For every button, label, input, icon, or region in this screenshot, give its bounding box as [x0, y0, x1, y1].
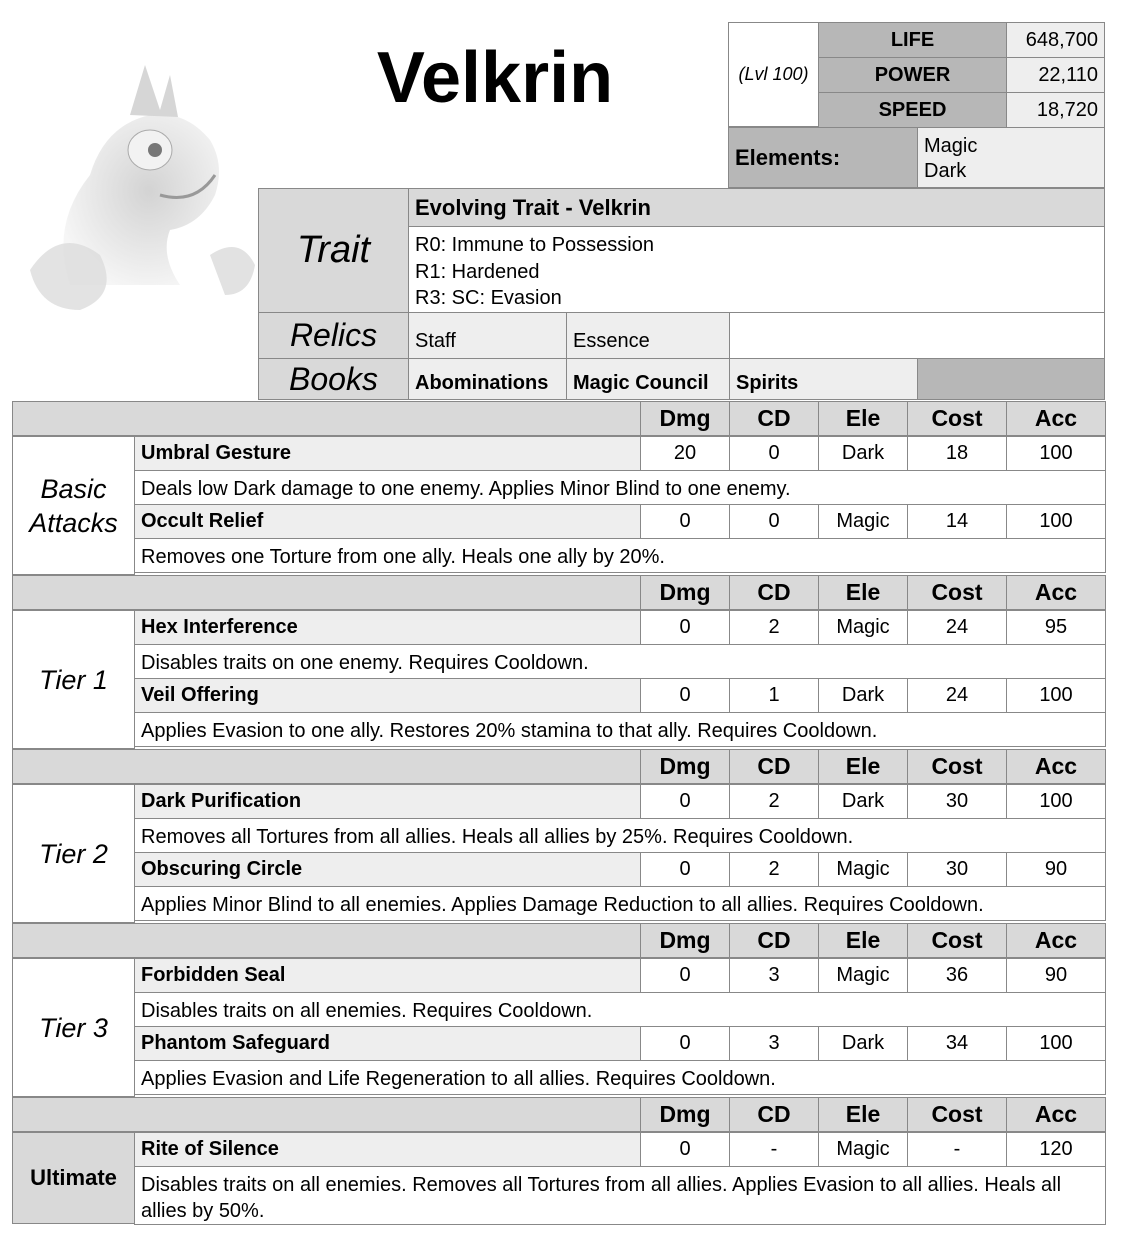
- elements-label: Elements:: [728, 127, 918, 188]
- stat-value-speed: 18,720: [1006, 92, 1105, 128]
- element-dark: Dark: [924, 160, 967, 182]
- column-header-acc: Acc: [1006, 1097, 1106, 1132]
- column-header-dmg: Dmg: [640, 1097, 730, 1132]
- skill-cost: 24: [907, 678, 1007, 713]
- elements-value: [917, 127, 1105, 188]
- skill-cd: 1: [729, 678, 819, 713]
- skill-cd: 2: [729, 784, 819, 819]
- column-header-cd: CD: [729, 923, 819, 958]
- section-header-blank: [12, 923, 641, 958]
- column-header-ele: Ele: [818, 1097, 908, 1132]
- book-magic-council: Magic Council: [566, 358, 730, 400]
- skill-cd: 3: [729, 958, 819, 993]
- character-portrait-image: [10, 55, 260, 315]
- column-header-cost: Cost: [907, 749, 1007, 784]
- skill-acc: 95: [1006, 610, 1106, 645]
- skill-ele: Magic: [818, 958, 908, 993]
- trait-description: [408, 226, 1105, 313]
- relic-empty-slot: [729, 312, 1105, 359]
- skill-acc: 90: [1006, 852, 1106, 887]
- skill-cd: 0: [729, 504, 819, 539]
- skill-dmg: 0: [640, 958, 730, 993]
- skill-ele: Magic: [818, 504, 908, 539]
- skill-name: Forbidden Seal: [134, 958, 641, 993]
- skill-acc: 120: [1006, 1132, 1106, 1167]
- stat-label-power: POWER: [818, 57, 1007, 93]
- column-header-cost: Cost: [907, 923, 1007, 958]
- skill-name: Occult Relief: [134, 504, 641, 539]
- column-header-acc: Acc: [1006, 749, 1106, 784]
- skill-acc: 100: [1006, 504, 1106, 539]
- skill-dmg: 0: [640, 1026, 730, 1061]
- skill-description: Disables traits on one enemy. Requires Cooldown.: [134, 644, 1106, 679]
- column-header-ele: Ele: [818, 923, 908, 958]
- trait-line: R0: Immune to Possession: [415, 234, 654, 256]
- skill-ele: Dark: [818, 678, 908, 713]
- column-header-acc: Acc: [1006, 401, 1106, 436]
- column-header-cd: CD: [729, 749, 819, 784]
- section-label: Basic Attacks: [12, 436, 135, 575]
- trait-line: R1: Hardened: [415, 260, 540, 283]
- column-header-cd: CD: [729, 1097, 819, 1132]
- skill-description: Applies Evasion and Life Regeneration to all allies. Requires Cooldown.: [134, 1060, 1106, 1095]
- skill-dmg: 20: [640, 436, 730, 471]
- skill-cd: 3: [729, 1026, 819, 1061]
- book-abominations: Abominations: [408, 358, 567, 400]
- skill-cost: 36: [907, 958, 1007, 993]
- stat-value-life: 648,700: [1006, 22, 1105, 58]
- section-label: Tier 1: [12, 610, 135, 749]
- trait-label: Trait: [258, 188, 409, 313]
- stat-label-speed: SPEED: [818, 92, 1007, 128]
- skill-cost: 18: [907, 436, 1007, 471]
- skill-ele: Dark: [818, 784, 908, 819]
- skill-acc: 100: [1006, 1026, 1106, 1061]
- trait-name: Evolving Trait - Velkrin: [408, 188, 1105, 227]
- section-header-blank: [12, 1097, 641, 1132]
- skill-name: Phantom Safeguard: [134, 1026, 641, 1061]
- section-label: Tier 2: [12, 784, 135, 923]
- skill-acc: 100: [1006, 678, 1106, 713]
- skill-dmg: 0: [640, 784, 730, 819]
- skill-ele: Dark: [818, 436, 908, 471]
- skill-cost: 24: [907, 610, 1007, 645]
- ultimate-label: Ultimate: [12, 1132, 135, 1224]
- skill-dmg: 0: [640, 1132, 730, 1167]
- skill-name: Umbral Gesture: [134, 436, 641, 471]
- column-header-dmg: Dmg: [640, 749, 730, 784]
- column-header-ele: Ele: [818, 749, 908, 784]
- section-label: Tier 3: [12, 958, 135, 1097]
- skill-dmg: 0: [640, 610, 730, 645]
- skill-description: Applies Minor Blind to all enemies. Applies Damage Reduction to all allies. Requires Cooldown.: [134, 886, 1106, 921]
- column-header-acc: Acc: [1006, 575, 1106, 610]
- skill-cost: -: [907, 1132, 1007, 1167]
- skill-description: Disables traits on all enemies. Requires Cooldown.: [134, 992, 1106, 1027]
- stat-value-power: 22,110: [1006, 57, 1105, 93]
- skill-cost: 14: [907, 504, 1007, 539]
- skill-acc: 90: [1006, 958, 1106, 993]
- skill-name: Rite of Silence: [134, 1132, 641, 1167]
- column-header-dmg: Dmg: [640, 575, 730, 610]
- skill-cd: 2: [729, 610, 819, 645]
- column-header-cost: Cost: [907, 575, 1007, 610]
- column-header-ele: Ele: [818, 401, 908, 436]
- trait-line: R3: SC: Evasion: [415, 287, 562, 309]
- column-header-cd: CD: [729, 575, 819, 610]
- skill-cost: 30: [907, 784, 1007, 819]
- column-header-cost: Cost: [907, 1097, 1007, 1132]
- character-name: Velkrin: [376, 37, 614, 118]
- skill-name: Dark Purification: [134, 784, 641, 819]
- column-header-acc: Acc: [1006, 923, 1106, 958]
- column-header-cost: Cost: [907, 401, 1007, 436]
- skill-description: Applies Evasion to one ally. Restores 20% stamina to that ally. Requires Cooldown.: [134, 712, 1106, 747]
- column-header-ele: Ele: [818, 575, 908, 610]
- book-empty-slot: [917, 358, 1105, 400]
- column-header-dmg: Dmg: [640, 401, 730, 436]
- skill-cd: -: [729, 1132, 819, 1167]
- relic-staff: Staff: [408, 312, 567, 359]
- books-label: Books: [258, 358, 409, 400]
- skill-acc: 100: [1006, 784, 1106, 819]
- section-header-blank: [12, 749, 641, 784]
- skill-cost: 34: [907, 1026, 1007, 1061]
- column-header-dmg: Dmg: [640, 923, 730, 958]
- skill-dmg: 0: [640, 852, 730, 887]
- element-magic: Magic: [924, 135, 978, 157]
- stat-label-life: LIFE: [818, 22, 1007, 58]
- skill-acc: 100: [1006, 436, 1106, 471]
- skill-description: Removes one Torture from one ally. Heals one ally by 20%.: [134, 538, 1106, 573]
- relics-label: Relics: [258, 312, 409, 359]
- skill-ele: Dark: [818, 1026, 908, 1061]
- skill-name: Obscuring Circle: [134, 852, 641, 887]
- skill-name: Hex Interference: [134, 610, 641, 645]
- skill-dmg: 0: [640, 678, 730, 713]
- skill-cost: 30: [907, 852, 1007, 887]
- skill-name: Veil Offering: [134, 678, 641, 713]
- skill-ele: Magic: [818, 610, 908, 645]
- skill-cd: 0: [729, 436, 819, 471]
- skill-cd: 2: [729, 852, 819, 887]
- skill-ele: Magic: [818, 852, 908, 887]
- skill-ele: Magic: [818, 1132, 908, 1167]
- book-spirits: Spirits: [729, 358, 918, 400]
- skill-description: Removes all Tortures from all allies. Heals all allies by 25%. Requires Cooldown.: [134, 818, 1106, 853]
- section-header-blank: [12, 401, 641, 436]
- column-header-cd: CD: [729, 401, 819, 436]
- skill-dmg: 0: [640, 504, 730, 539]
- skill-description: Deals low Dark damage to one enemy. Applies Minor Blind to one enemy.: [134, 470, 1106, 505]
- character-level: (Lvl 100): [728, 22, 819, 127]
- section-header-blank: [12, 575, 641, 610]
- ultimate-description: Disables traits on all enemies. Removes all Tortures from all allies. Applies Evasion to all allies. Heals all allies by 50%.: [134, 1166, 1106, 1225]
- relic-essence: Essence: [566, 312, 730, 359]
